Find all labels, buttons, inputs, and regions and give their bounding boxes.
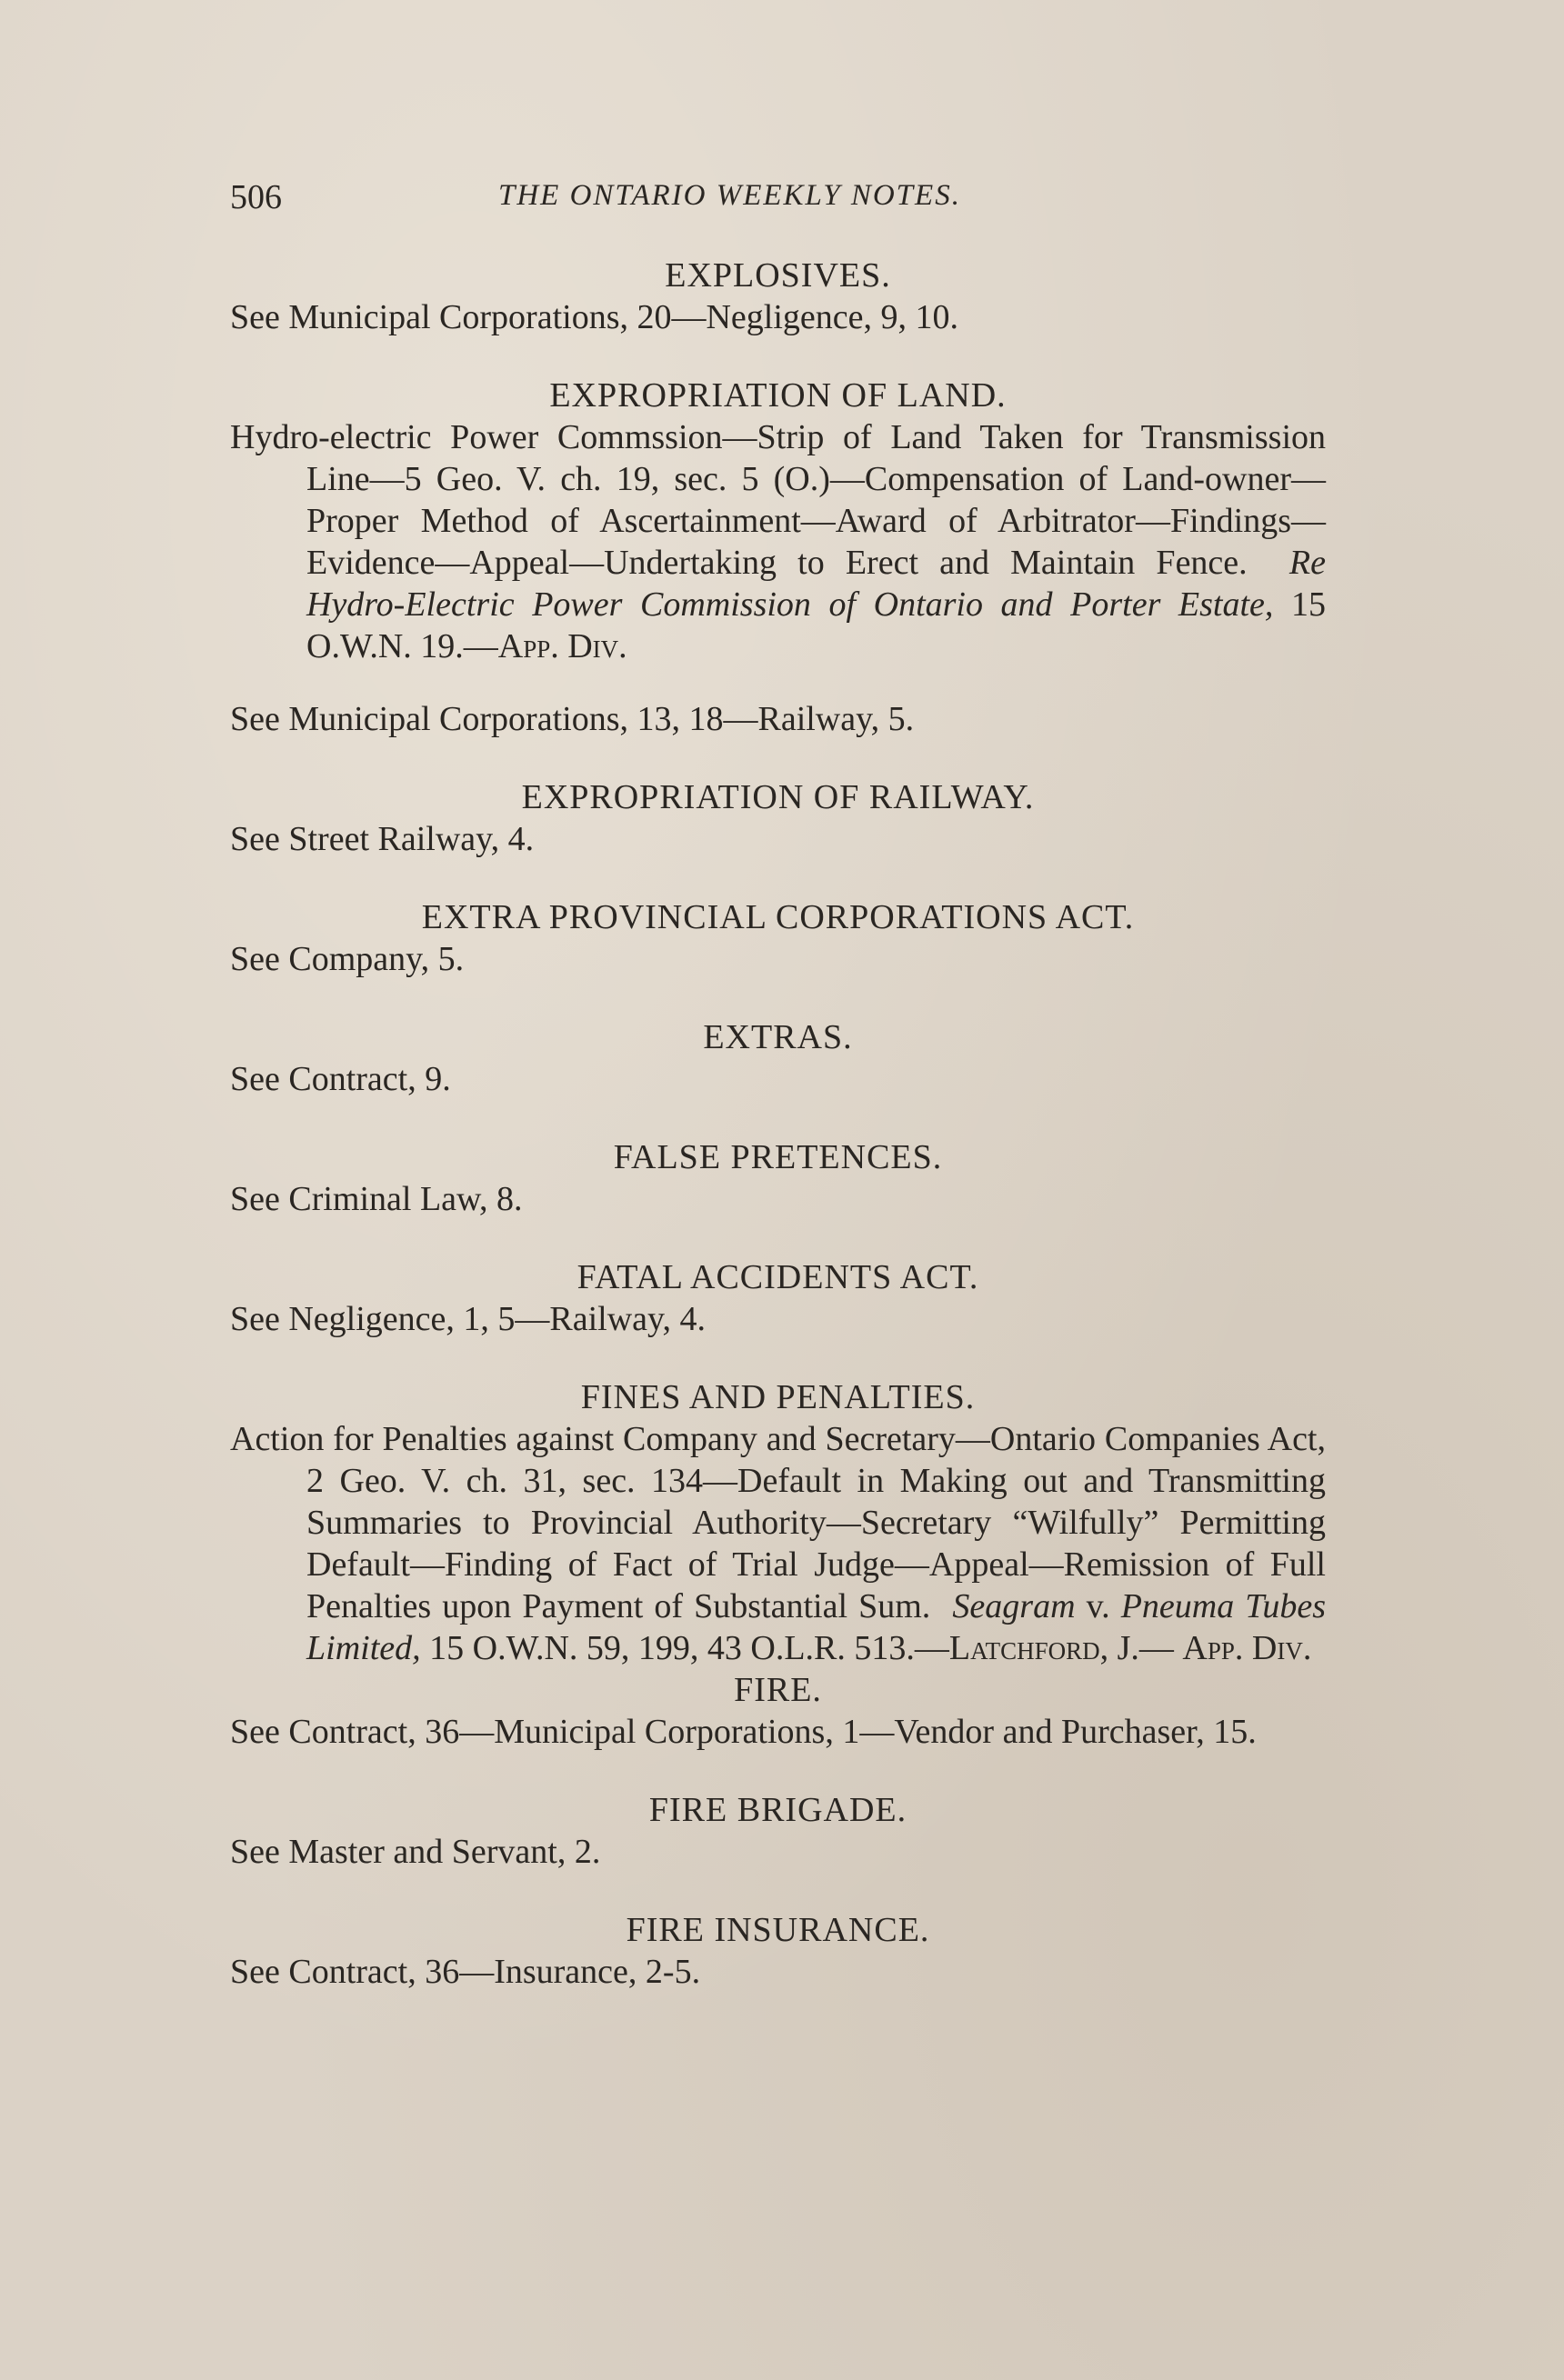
see-reference: See Criminal Law, 8. xyxy=(230,1180,523,1218)
case-versus: v. xyxy=(1075,1587,1121,1625)
court-name: App. Div. xyxy=(497,627,627,665)
see-reference: See Contract, 36—Municipal Corporations, 1—Vendor and Purchaser, 15. xyxy=(230,1713,1257,1751)
digest-text: Action for Penalties against Company and Secretary—Ontario Companies Act, 2 Geo. V. ch. 31, sec. 134—Default in Making out and Transmitting Summaries to Provincial Authority—Secretary “Wilfully” Permitting Default—Finding of Fact of Trial Judge—Appeal—Remission of Full Penalties upon Payment of Substantial Sum. xyxy=(230,1420,1326,1625)
entry-heading: FIRE BRIGADE. xyxy=(648,1791,907,1829)
digest-text: Hydro-electric Power Commssion—Strip of Land Taken for Transmission Line—5 Geo. V. ch. 19, sec. 5 (O.)—Compensation of Land-owner—Proper Method of Ascertainment—Award of Arbitrator—Findings—Evidence—Appeal—Undertaking to Erect and Maintain Fence. xyxy=(230,418,1326,582)
entry-heading: FATAL ACCIDENTS ACT. xyxy=(576,1258,979,1296)
entry-digest xyxy=(230,416,1326,667)
dash: — xyxy=(1138,1629,1174,1667)
see-reference: See Company, 5. xyxy=(230,940,465,978)
index-entry-expropriation-of-railway xyxy=(230,776,1326,860)
case-name: Re Hydro-Electric Power Commission of Ontario and Porter Estate, xyxy=(306,544,1326,624)
entry-heading: EXPROPRIATION OF RAILWAY. xyxy=(521,778,1035,816)
case-name-defendant: Pneuma Tubes Limited, xyxy=(306,1587,1327,1667)
page-number: 506 xyxy=(230,178,282,216)
index-content xyxy=(230,255,1326,1993)
running-title: THE ONTARIO WEEKLY NOTES. xyxy=(498,179,961,212)
index-entry-fatal-accidents-act xyxy=(230,1256,1326,1340)
index-entry-explosives xyxy=(230,255,1326,338)
entry-heading: EXTRAS. xyxy=(703,1018,853,1056)
entry-heading: FALSE PRETENCES. xyxy=(613,1138,943,1176)
see-reference: See Master and Servant, 2. xyxy=(230,1833,601,1871)
court-name: App. Div. xyxy=(1182,1629,1312,1667)
see-reference: See Municipal Corporations, 20—Negligence, 9, 10. xyxy=(230,298,959,336)
index-entry-fire-insurance xyxy=(230,1909,1326,1993)
entry-heading: FIRE. xyxy=(734,1671,822,1709)
entry-heading: FINES AND PENALTIES. xyxy=(580,1378,976,1416)
citation: 15 O.W.N. 59, 199, 43 O.L.R. 513.— xyxy=(420,1629,949,1667)
see-reference: See Contract, 36—Insurance, 2-5. xyxy=(230,1953,701,1991)
see-reference: See Negligence, 1, 5—Railway, 4. xyxy=(230,1300,707,1338)
index-entry-extras xyxy=(230,1016,1326,1100)
index-entry-extra-provincial-corporations-act xyxy=(230,896,1326,980)
entry-digest xyxy=(230,1418,1326,1669)
case-name-plaintiff: Seagram xyxy=(952,1587,1076,1625)
see-reference: See Street Railway, 4. xyxy=(230,820,535,858)
see-reference: See Contract, 9. xyxy=(230,1060,451,1098)
index-entry-fines-and-penalties xyxy=(230,1376,1326,1669)
entry-heading: EXPLOSIVES. xyxy=(665,256,891,295)
entry-heading: EXPROPRIATION OF LAND. xyxy=(549,376,1007,415)
see-reference: See Municipal Corporations, 13, 18—Railway, 5. xyxy=(230,700,915,738)
judge-name: Latchford, J. xyxy=(948,1629,1139,1667)
citation: 15 O.W.N. 19.— xyxy=(306,585,1327,665)
index-entry-expropriation-of-land xyxy=(230,375,1326,740)
entry-heading: FIRE INSURANCE. xyxy=(626,1911,930,1949)
entry-heading: EXTRA PROVINCIAL CORPORATIONS ACT. xyxy=(421,898,1135,936)
page-header xyxy=(230,177,1339,223)
index-entry-fire xyxy=(230,1669,1326,1753)
index-entry-fire-brigade xyxy=(230,1789,1326,1873)
index-entry-false-pretences xyxy=(230,1136,1326,1220)
